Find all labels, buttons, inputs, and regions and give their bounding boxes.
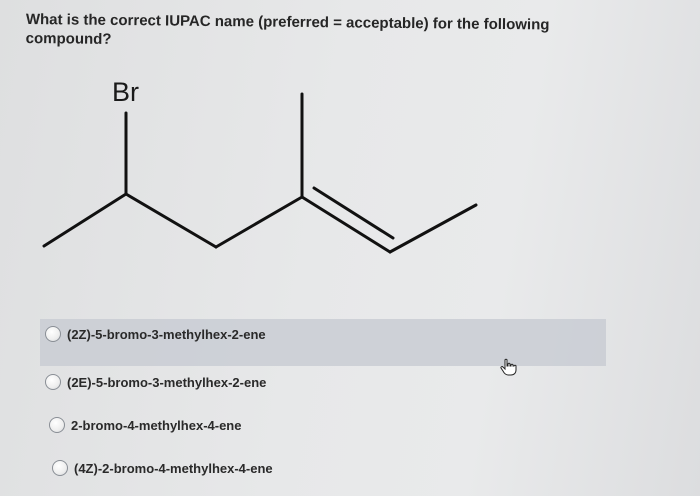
option-label: (2E)-5-bromo-3-methylhex-2-ene	[67, 374, 267, 390]
bond-c2-c3	[126, 194, 216, 247]
radio-button[interactable]	[45, 374, 61, 390]
radio-button[interactable]	[45, 326, 61, 342]
radio-button[interactable]	[49, 417, 65, 433]
option-label: (4Z)-2-bromo-4-methylhex-4-ene	[74, 460, 273, 476]
hand-pointer-icon	[499, 358, 517, 376]
bond-c1-c2	[44, 194, 126, 246]
bromine-label: Br	[112, 77, 139, 107]
question-text: What is the correct IUPAC name (preferred = acceptable) for the following compound?	[25, 10, 550, 48]
radio-button[interactable]	[52, 460, 68, 476]
bond-c3-c4	[216, 197, 302, 247]
option-label: (2Z)-5-bromo-3-methylhex-2-ene	[67, 326, 266, 342]
bond-c4-c5-double-a	[302, 197, 390, 252]
option-label: 2-bromo-4-methylhex-4-ene	[71, 417, 242, 433]
option-2z[interactable]	[45, 326, 266, 342]
option-4z[interactable]	[52, 460, 273, 476]
option-2e[interactable]	[45, 374, 266, 390]
option-2-bromo[interactable]	[49, 417, 241, 433]
bond-c5-c6	[390, 205, 476, 252]
